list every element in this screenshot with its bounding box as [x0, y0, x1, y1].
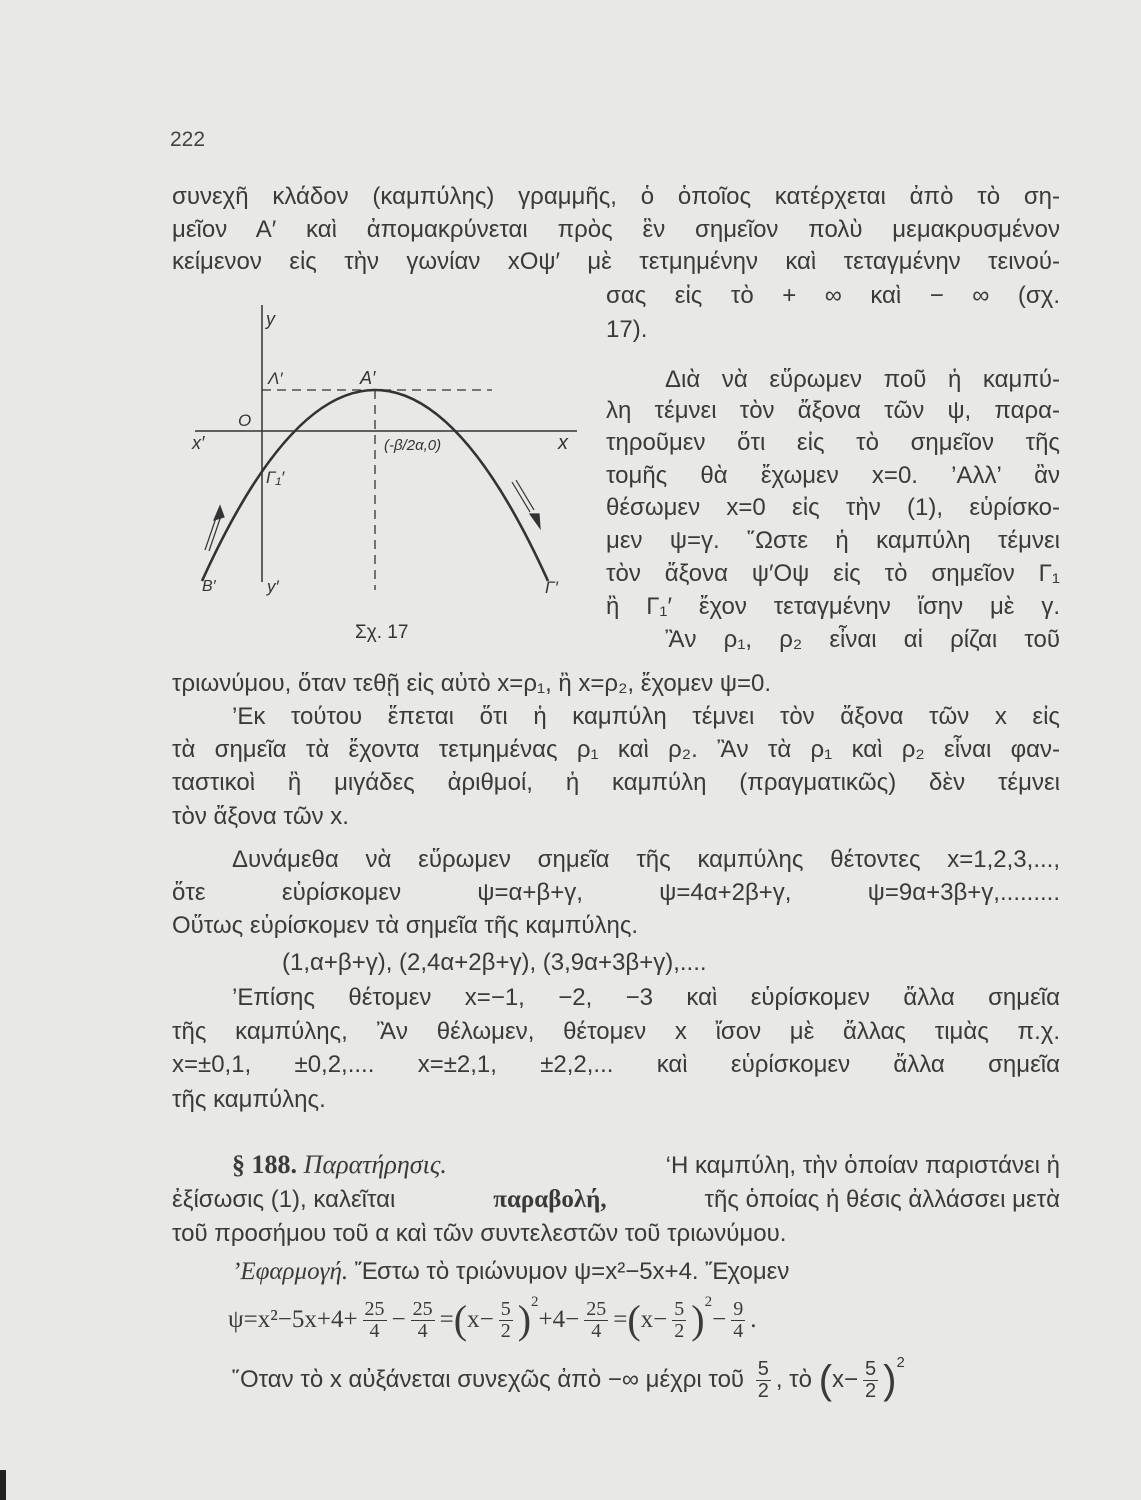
fraction-denominator: 4 — [591, 1319, 602, 1342]
eq-fraction — [863, 1359, 878, 1402]
eq-text: +4− — [538, 1306, 580, 1333]
text-line: ’Εκ τούτου ἕπεται ὅτι ἡ καμπύλη τέμνει τὸν ἄξονα τῶν x εἰς — [232, 703, 1060, 730]
eq-paren: ( — [453, 1297, 468, 1342]
eq-text: , τὸ — [775, 1366, 819, 1393]
label-y: y — [266, 309, 275, 329]
eq-paren: ) — [883, 1358, 897, 1402]
text-line: Διὰ νὰ εὕρωμεν ποῦ ἡ καμπύ- — [665, 366, 1060, 393]
text-line: σας εἰς τὸ + ∞ καὶ − ∞ (σχ. — [606, 282, 1060, 309]
eq-exponent: 2 — [896, 1354, 905, 1371]
equation-line — [232, 1352, 905, 1408]
fraction-numerator: 25 — [586, 1297, 607, 1320]
text-line: τριωνύμου, ὅταν τεθῇ εἰς αὐτὸ x=ρ₁, ἢ x=ρ₂, ἔχομεν ψ=0. — [172, 670, 772, 697]
equation — [228, 1292, 756, 1348]
label-x-prime: x′ — [192, 433, 205, 453]
label-gamma-prime: Γ′ — [545, 578, 558, 597]
text-line: τὸν ἄξονα τῶν x. — [172, 803, 349, 830]
fraction-numerator: 5 — [865, 1357, 877, 1380]
eq-fraction — [363, 1299, 387, 1342]
text-line: τὰ σημεῖα τὰ ἔχοντα τετμημένας ρ₁ καὶ ρ₂. Ἂν τὰ ρ₁ καὶ ρ₂ εἶναι φαν- — [172, 736, 1060, 763]
label-gamma1-prime: Γ₁′ — [266, 468, 285, 487]
section-number: § 188. — [232, 1150, 297, 1179]
text-line: λη τέμνει τὸν ἄξονα τῶν ψ, παρα- — [606, 397, 1060, 424]
text-line: συνεχῆ κλάδον (καμπύλης) γραμμῆς, ὁ ὁποῖος κατέρχεται ἀπὸ τὸ ση- — [172, 183, 1060, 210]
eq-exponent: 2 — [704, 1294, 713, 1310]
text-line: Ἂν ρ₁, ρ₂ εἶναι αἱ ρίζαι τοῦ — [665, 626, 1060, 653]
eq-text: = — [439, 1306, 454, 1333]
text-line: τὸν ἄξονα ψ′Οψ εἰς τὸ σημεῖον Γ₁ — [606, 560, 1060, 587]
fraction-denominator: 2 — [865, 1379, 877, 1402]
eq-text: x− — [640, 1306, 668, 1333]
label-lambda-prime: Λ′ — [268, 369, 283, 388]
eq-fraction — [499, 1299, 513, 1342]
text-line: τηροῦμεν ὅτι εἰς τὸ σημεῖον τῆς — [606, 429, 1060, 456]
text-segment: ἐξίσωσις (1), καλεῖται — [172, 1186, 396, 1213]
text-line: ἢ Γ₁′ ἔχον τεταγμένην ἴσην μὲ γ. — [606, 593, 1060, 620]
fraction-numerator: 25 — [412, 1297, 433, 1320]
eq-paren: ( — [818, 1358, 833, 1402]
text-line: θέσωμεν x=0 εἰς τὴν (1), εὑρίσκο- — [606, 494, 1060, 521]
label-vertex-coord: (-β/2α,0) — [384, 437, 442, 454]
fraction-denominator: 4 — [733, 1319, 744, 1342]
eq-text: . — [750, 1306, 757, 1333]
text-line — [172, 1185, 1060, 1215]
application-label: ’Εφαρμογή. — [232, 1258, 349, 1285]
text-line: ὅτε εὑρίσκομεν ψ=α+β+γ, ψ=4α+2β+γ, ψ=9α+3β+γ,......... — [172, 879, 1060, 906]
eq-fraction — [731, 1299, 745, 1342]
figure-parabola — [0, 0, 1141, 700]
label-y-prime: y′ — [267, 577, 279, 596]
text-line: 17). — [606, 316, 648, 343]
arrow-down-right — [512, 480, 540, 528]
text-line: ταστικοὶ ἢ μιγάδες ἀριθμοί, ἡ καμπύλη (πραγματικῶς) δὲν τέμνει — [172, 769, 1060, 796]
fraction-numerator: 5 — [674, 1297, 685, 1320]
eq-text: x− — [467, 1306, 494, 1333]
fraction-denominator: 2 — [674, 1319, 685, 1342]
eq-fraction — [584, 1299, 608, 1342]
fraction-denominator: 4 — [369, 1319, 380, 1342]
text-segment: Ἔστω τὸ τριώνυμον ψ=x²−5x+4. Ἔχομεν — [354, 1258, 790, 1285]
text-line: τομῆς θὰ ἔχωμεν x=0. ’Αλλ’ ἂν — [606, 462, 1060, 489]
eq-text: − — [712, 1306, 727, 1333]
eq-fraction — [756, 1359, 771, 1402]
text-line: τοῦ προσήμου τοῦ α καὶ τῶν συντελεστῶν τοῦ τριωνύμου. — [172, 1220, 787, 1247]
figure-caption: Σχ. 17 — [355, 622, 409, 643]
eq-text: x− — [832, 1366, 859, 1393]
text-line: x=±0,1, ±0,2,.... x=±2,1, ±2,2,... καὶ εὑρίσκομεν ἄλλα σημεῖα — [172, 1051, 1060, 1078]
text-line: Δυνάμεθα νὰ εὕρωμεν σημεῖα τῆς καμπύλης θέτοντες x=1,2,3,..., — [232, 846, 1060, 873]
fraction-numerator: 5 — [757, 1357, 769, 1380]
fraction-denominator: 2 — [757, 1379, 769, 1402]
eq-paren: ) — [691, 1297, 705, 1342]
text-line: κείμενον εἰς τὴν γωνίαν xΟψ′ μὲ τετμημένην καὶ τεταγμένην τεινού- — [172, 248, 1060, 275]
eq-fraction — [672, 1299, 686, 1342]
eq-fraction — [411, 1299, 435, 1342]
section-heading-line — [232, 1150, 1060, 1181]
text-line — [232, 1257, 789, 1287]
text-line: (1,α+β+γ), (2,4α+2β+γ), (3,9α+3β+γ),.... — [282, 949, 707, 976]
fraction-numerator: 9 — [733, 1297, 744, 1320]
text-line: Οὕτως εὑρίσκομεν τὰ σημεῖα τῆς καμπύλης. — [172, 912, 639, 939]
eq-paren: ) — [517, 1297, 532, 1342]
label-x: x — [558, 432, 568, 454]
text-line: τῆς καμπύλης, Ἂν θέλωμεν, θέτομεν x ἴσον μὲ ἄλλας τιμὰς π.χ. — [172, 1018, 1060, 1045]
text-segment: ‘Η καμπύλη, τὴν ὁποίαν παριστάνει ἡ — [665, 1152, 1060, 1179]
page-number: 222 — [170, 128, 206, 151]
arrow-up-left — [205, 506, 224, 551]
label-b-prime: B′ — [202, 578, 216, 595]
text-line: μεῖον Α′ καὶ ἀπομακρύνεται πρὸς ἓν σημεῖον πολὺ μεμακρυσμένον — [172, 216, 1060, 243]
eq-text: ῞Οταν τὸ x αὐξάνεται συνεχῶς ἀπὸ −∞ μέχρι τοῦ — [232, 1366, 751, 1393]
fraction-numerator: 25 — [364, 1297, 385, 1320]
label-a-prime: A′ — [360, 368, 376, 388]
eq-text: − — [391, 1306, 406, 1333]
eq-paren: ( — [627, 1297, 641, 1342]
text-line: μεν ψ=γ. ῞Ωστε ἡ καμπύλη τέμνει — [606, 527, 1060, 554]
fraction-denominator: 2 — [500, 1319, 511, 1342]
eq-text: ψ=x²−5x+4+ — [228, 1306, 358, 1333]
eq-exponent: 2 — [531, 1294, 539, 1310]
text-line: τῆς καμπύλης. — [172, 1086, 326, 1113]
term-parabola: παραβολή, — [493, 1186, 607, 1213]
eq-text: = — [613, 1306, 628, 1333]
scan-edge — [0, 1470, 6, 1500]
fraction-denominator: 4 — [417, 1319, 428, 1342]
fraction-numerator: 5 — [500, 1297, 511, 1320]
label-origin: O — [238, 411, 252, 430]
text-segment: τῆς ὁποίας ἡ θέσις ἀλλάσσει μετὰ — [704, 1186, 1060, 1213]
text-line: ’Επίσης θέτομεν x=−1, −2, −3 καὶ εὑρίσκομεν ἄλλα σημεῖα — [232, 984, 1060, 1011]
section-title: Παρατήρησις. — [303, 1150, 447, 1179]
